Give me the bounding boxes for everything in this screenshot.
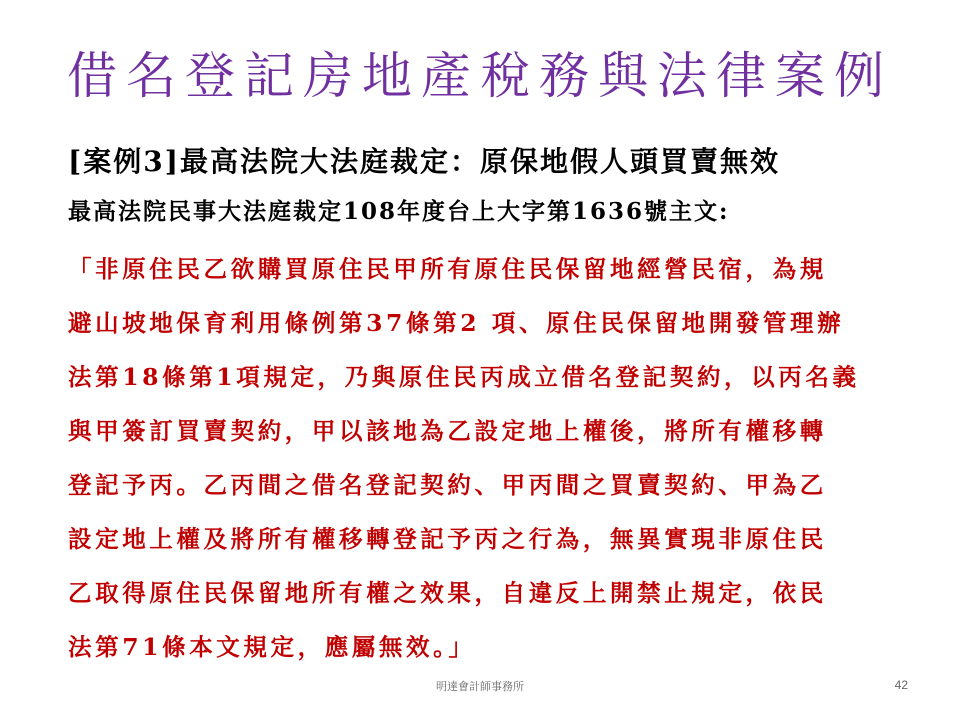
ruling-text-line: 登記予丙。乙丙間之借名登記契約、甲丙間之買賣契約、甲為乙 (68, 471, 827, 499)
footer-firm-name: 明達會計師事務所 (436, 680, 524, 693)
case-subtitle: [案例3]最高法院大法庭裁定：原保地假人頭買賣無效 (68, 145, 780, 178)
ruling-text-line: 法第71條本文規定，應屬無效。」 (68, 633, 476, 661)
ruling-text (68, 242, 898, 674)
ruling-text-line: 「非原住民乙欲購買原住民甲所有原住民保留地經營民宿，為規 (68, 255, 827, 283)
ruling-text-line: 乙取得原住民保留地所有權之效果，自違反上開禁止規定，依民 (68, 579, 827, 607)
page-number: 42 (894, 678, 908, 692)
slide-title: 借名登記房地產稅務與法律案例 (67, 47, 893, 105)
ruling-text-line: 設定地上權及將所有權移轉登記予丙之行為，無異實現非原住民 (68, 525, 827, 553)
ruling-text-line: 法第18條第1項規定，乃與原住民丙成立借名登記契約，以丙名義 (68, 363, 860, 391)
ruling-text-line: 避山坡地保育利用條例第37條第2 項、原住民保留地開發管理辦 (68, 309, 845, 337)
ruling-reference: 最高法院民事大法庭裁定108年度台上大字第1636號主文: (68, 198, 730, 225)
ruling-text-line: 與甲簽訂買賣契約，甲以該地為乙設定地上權後，將所有權移轉 (68, 417, 827, 445)
